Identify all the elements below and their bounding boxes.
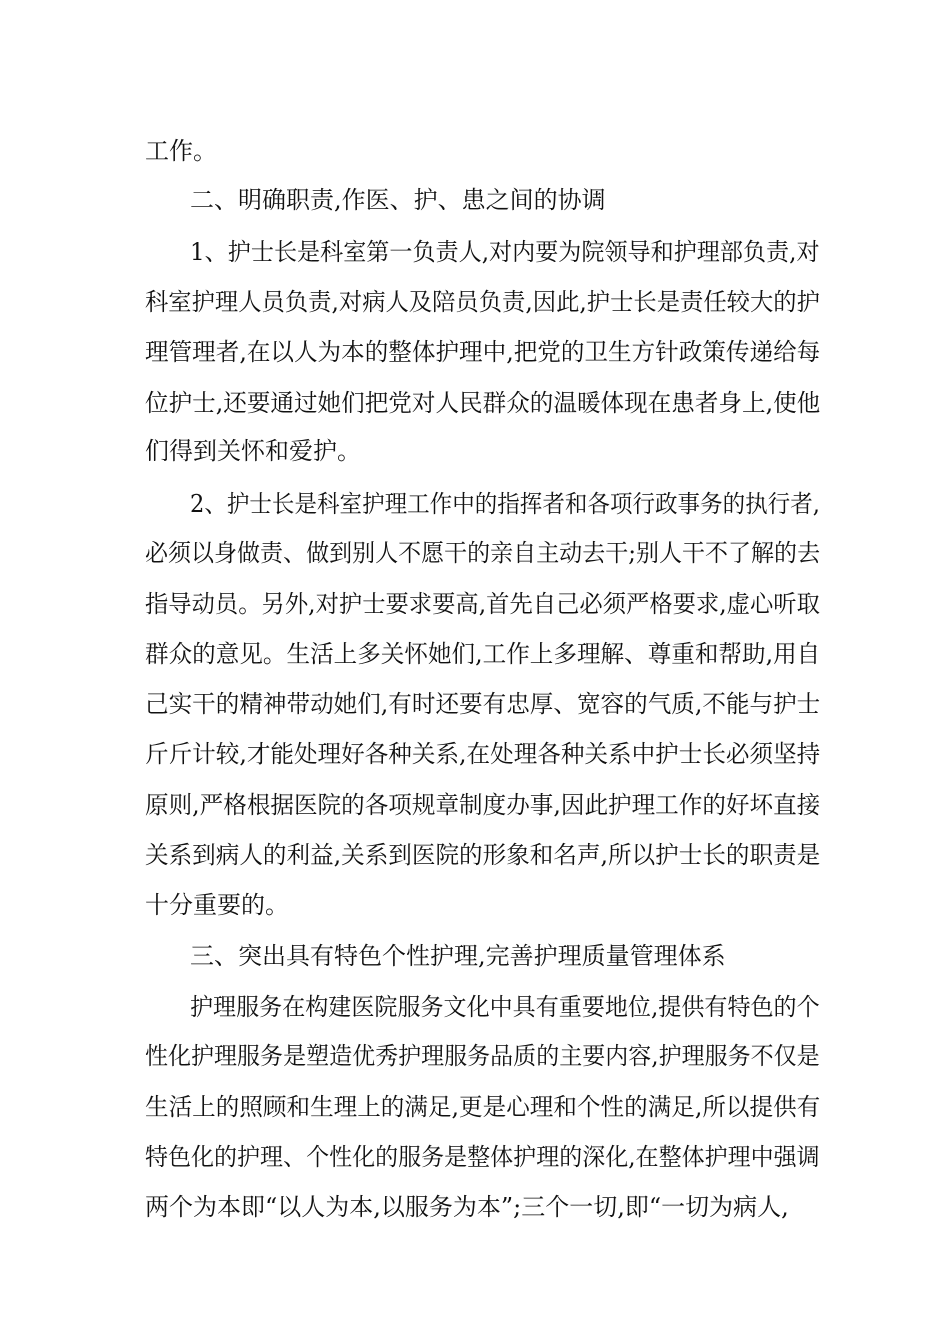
text-line: 己实干的精神带动她们,有时还要有忠厚、宽容的气质,不能与护士 bbox=[145, 690, 821, 718]
text-line: 性化护理服务是塑造优秀护理服务品质的主要内容,护理服务不仅是 bbox=[145, 1042, 820, 1070]
text-line: 关系到病人的利益,关系到医院的形象和名声,所以护士长的职责是 bbox=[145, 841, 821, 869]
section-heading: 三、突出具有特色个性护理,完善护理质量管理体系 bbox=[190, 942, 726, 970]
text-line: 必须以身做责、做到别人不愿干的亲自主动去干;别人干不了解的去 bbox=[145, 539, 821, 567]
section-heading: 二、明确职责,作医、护、患之间的协调 bbox=[190, 186, 606, 214]
text-line: 特色化的护理、个性化的服务是整体护理的深化,在整体护理中强调 bbox=[145, 1143, 820, 1171]
text-line: 工作。 bbox=[145, 137, 217, 165]
text-line: 位护士,还要通过她们把党对人民群众的温暖体现在患者身上,使他 bbox=[145, 389, 821, 417]
text-line: 们得到关怀和爱护。 bbox=[145, 437, 361, 465]
text-line: 指导动员。另外,对护士要求要高,首先自己必须严格要求,虚心听取 bbox=[145, 590, 820, 618]
text-line: 1、护士长是科室第一负责人,对内要为院领导和护理部负责,对 bbox=[190, 238, 820, 266]
text-line: 2、护士长是科室护理工作中的指挥者和各项行政事务的执行者, bbox=[190, 490, 820, 518]
text-line: 原则,严格根据医院的各项规章制度办事,因此护理工作的好坏直接 bbox=[145, 791, 821, 819]
text-line: 群众的意见。生活上多关怀她们,工作上多理解、尊重和帮助,用自 bbox=[145, 640, 821, 668]
text-line: 理管理者,在以人为本的整体护理中,把党的卫生方针政策传递给每 bbox=[145, 338, 821, 366]
text-line: 生活上的照顾和生理上的满足,更是心理和个性的满足,所以提供有 bbox=[145, 1093, 821, 1121]
text-line: 两个为本即“以人为本,以服务为本”;三个一切,即“一切为病人, bbox=[145, 1193, 789, 1221]
text-line: 科室护理人员负责,对病人及陪员负责,因此,护士长是责任较大的护 bbox=[145, 288, 820, 316]
text-line: 十分重要的。 bbox=[145, 891, 289, 919]
text-line: 护理服务在构建医院服务文化中具有重要地位,提供有特色的个 bbox=[190, 993, 820, 1021]
text-line: 斤斤计较,才能处理好各种关系,在处理各种关系中护士长必须坚持 bbox=[145, 740, 821, 768]
